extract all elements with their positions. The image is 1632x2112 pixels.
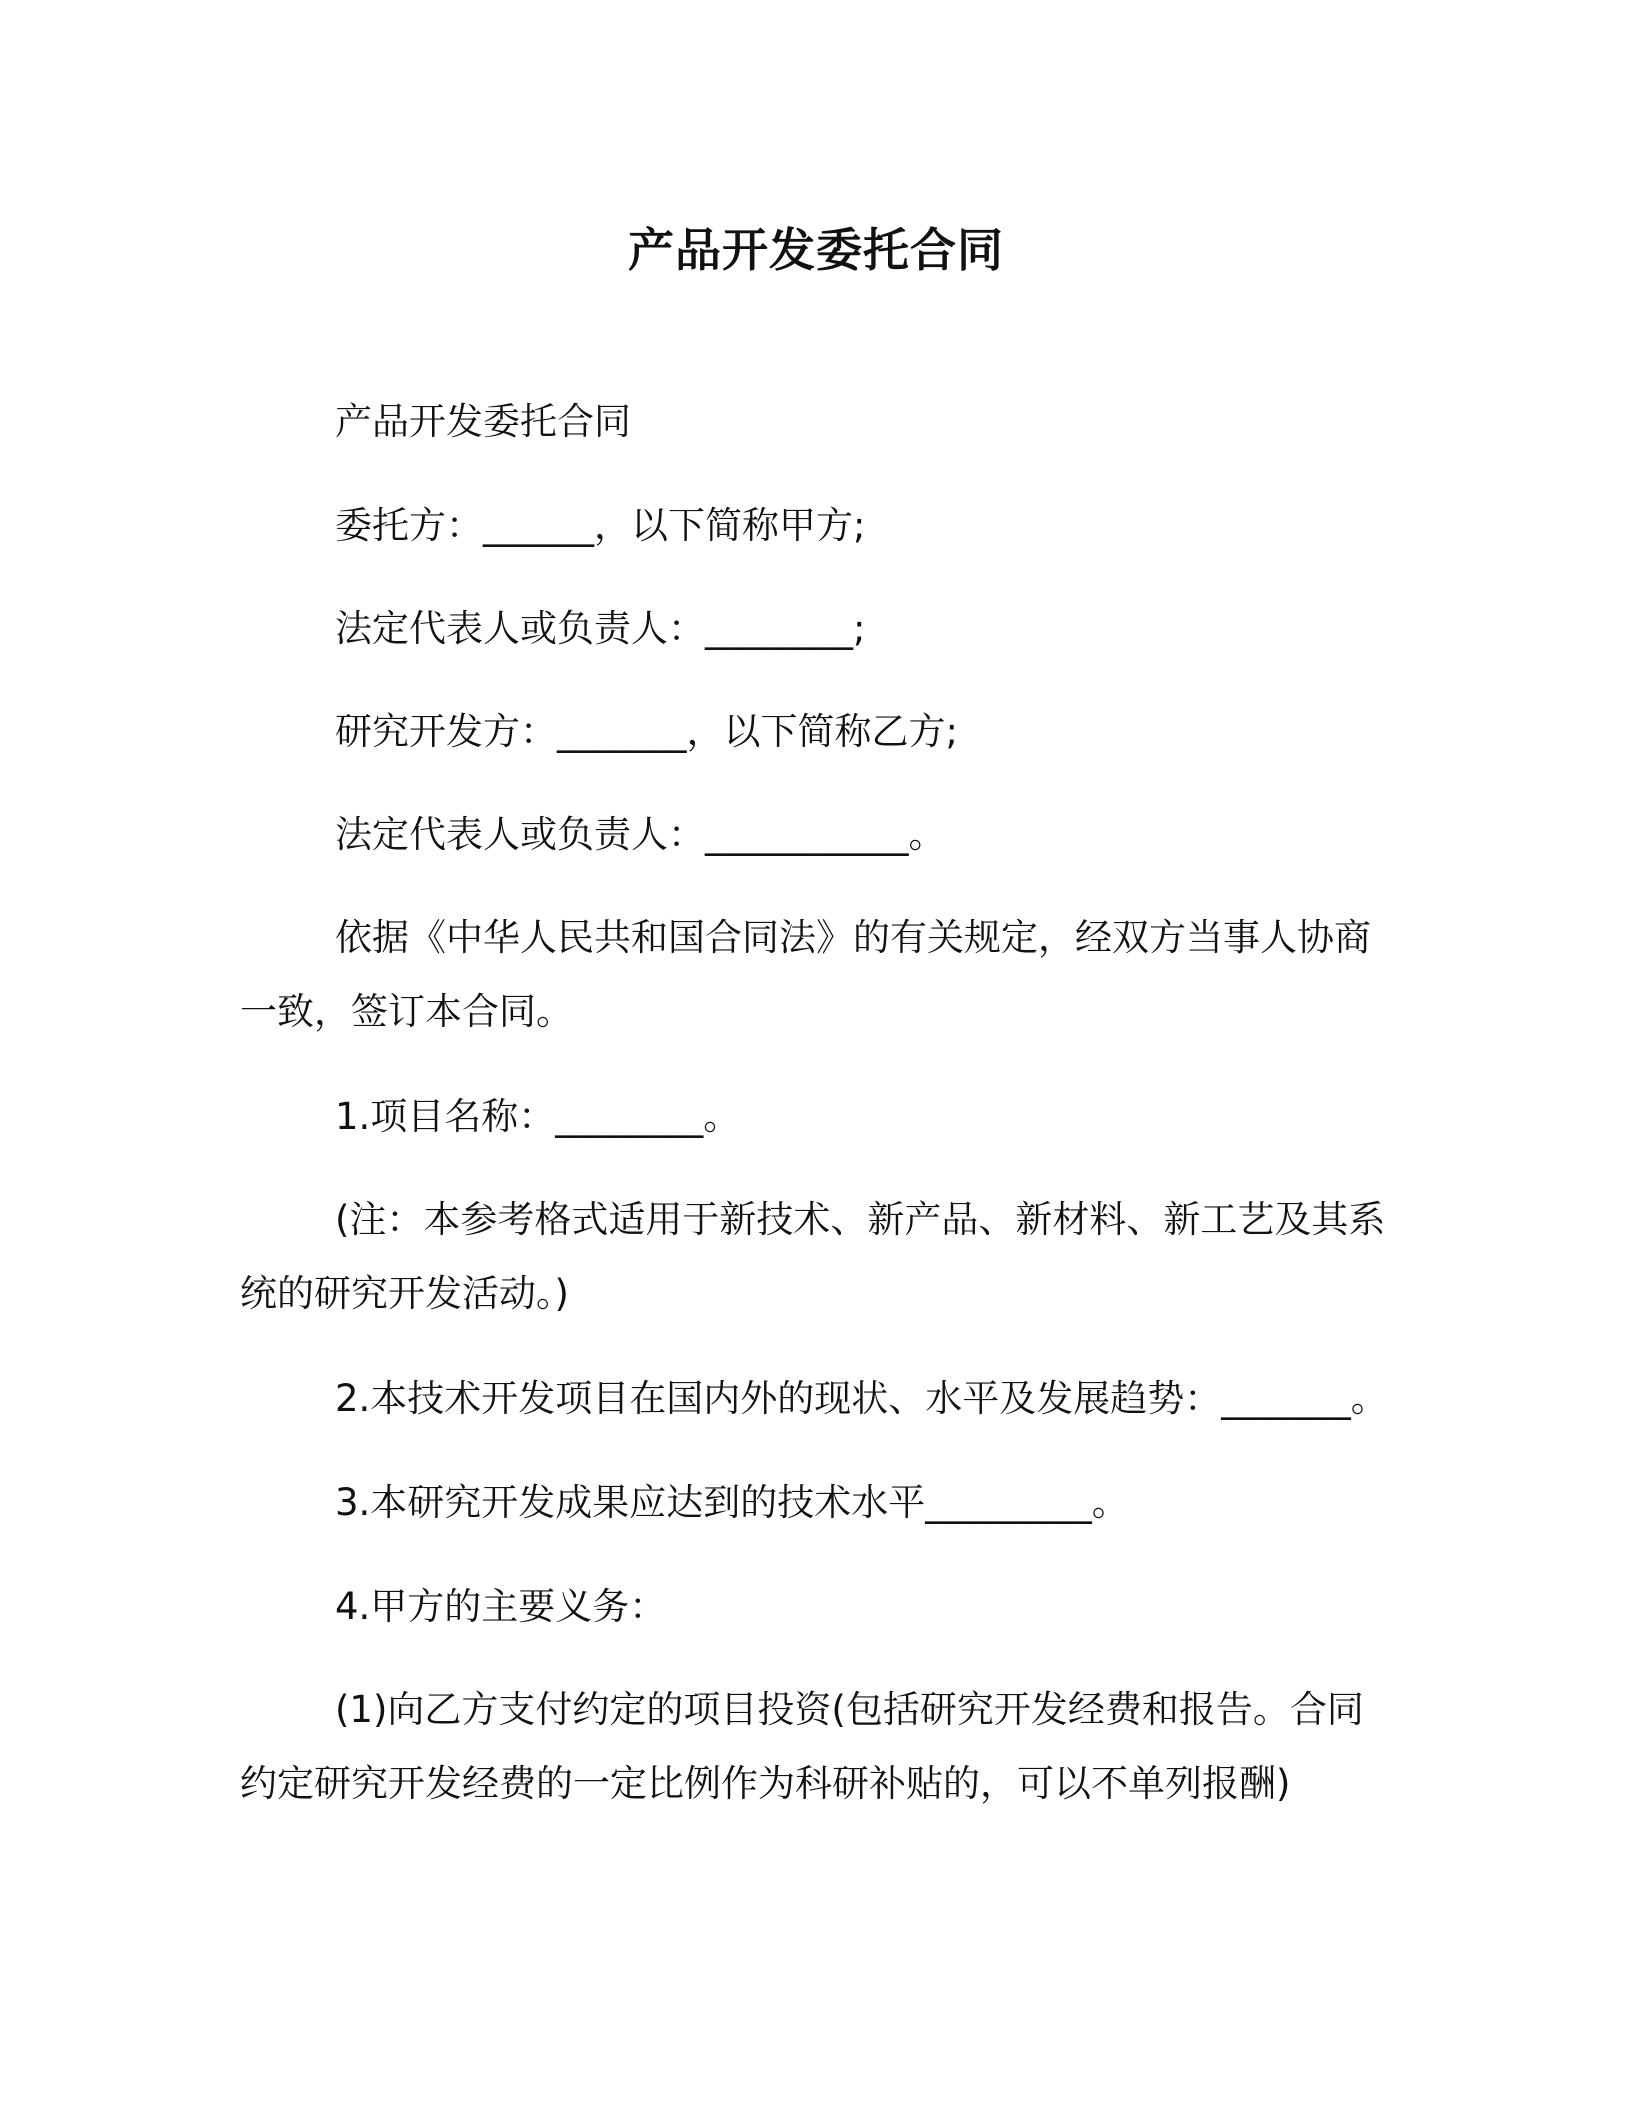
paragraph-client: 委托方：______，以下简称甲方; — [335, 504, 866, 547]
paragraph-subtitle: 产品开发委托合同 — [335, 400, 631, 443]
paragraph-status-trends: 2.本技术开发项目在国内外的现状、水平及发展趋势：_______。 — [335, 1377, 1388, 1420]
paragraph-legal-basis: 依据《中华人民共和国合同法》的有关规定，经双方当事人协商一致，签订本合同。 — [240, 916, 1371, 1033]
paragraph-obligation-1: (1)向乙方支付约定的项目投资(包括研究开发经费和报告。合同约定研究开发经费的一定比例作为科研补贴的，可以不单列报酬) — [240, 1688, 1364, 1805]
paragraph-client-representative: 法定代表人或负责人：________; — [335, 607, 866, 650]
paragraph-party-a-obligations: 4.甲方的主要义务： — [335, 1585, 667, 1628]
paragraph-note: (注：本参考格式适用于新技术、新产品、新材料、新工艺及其系统的研究开发活动。) — [240, 1198, 1386, 1315]
paragraph-developer-representative: 法定代表人或负责人：___________。 — [335, 813, 946, 856]
paragraph-technical-level: 3.本研究开发成果应达到的技术水平_________。 — [335, 1481, 1129, 1524]
paragraph-developer: 研究开发方：_______，以下简称乙方; — [335, 710, 958, 753]
document-title: 产品开发委托合同 — [628, 223, 1004, 277]
paragraph-project-name: 1.项目名称：________。 — [335, 1095, 741, 1138]
